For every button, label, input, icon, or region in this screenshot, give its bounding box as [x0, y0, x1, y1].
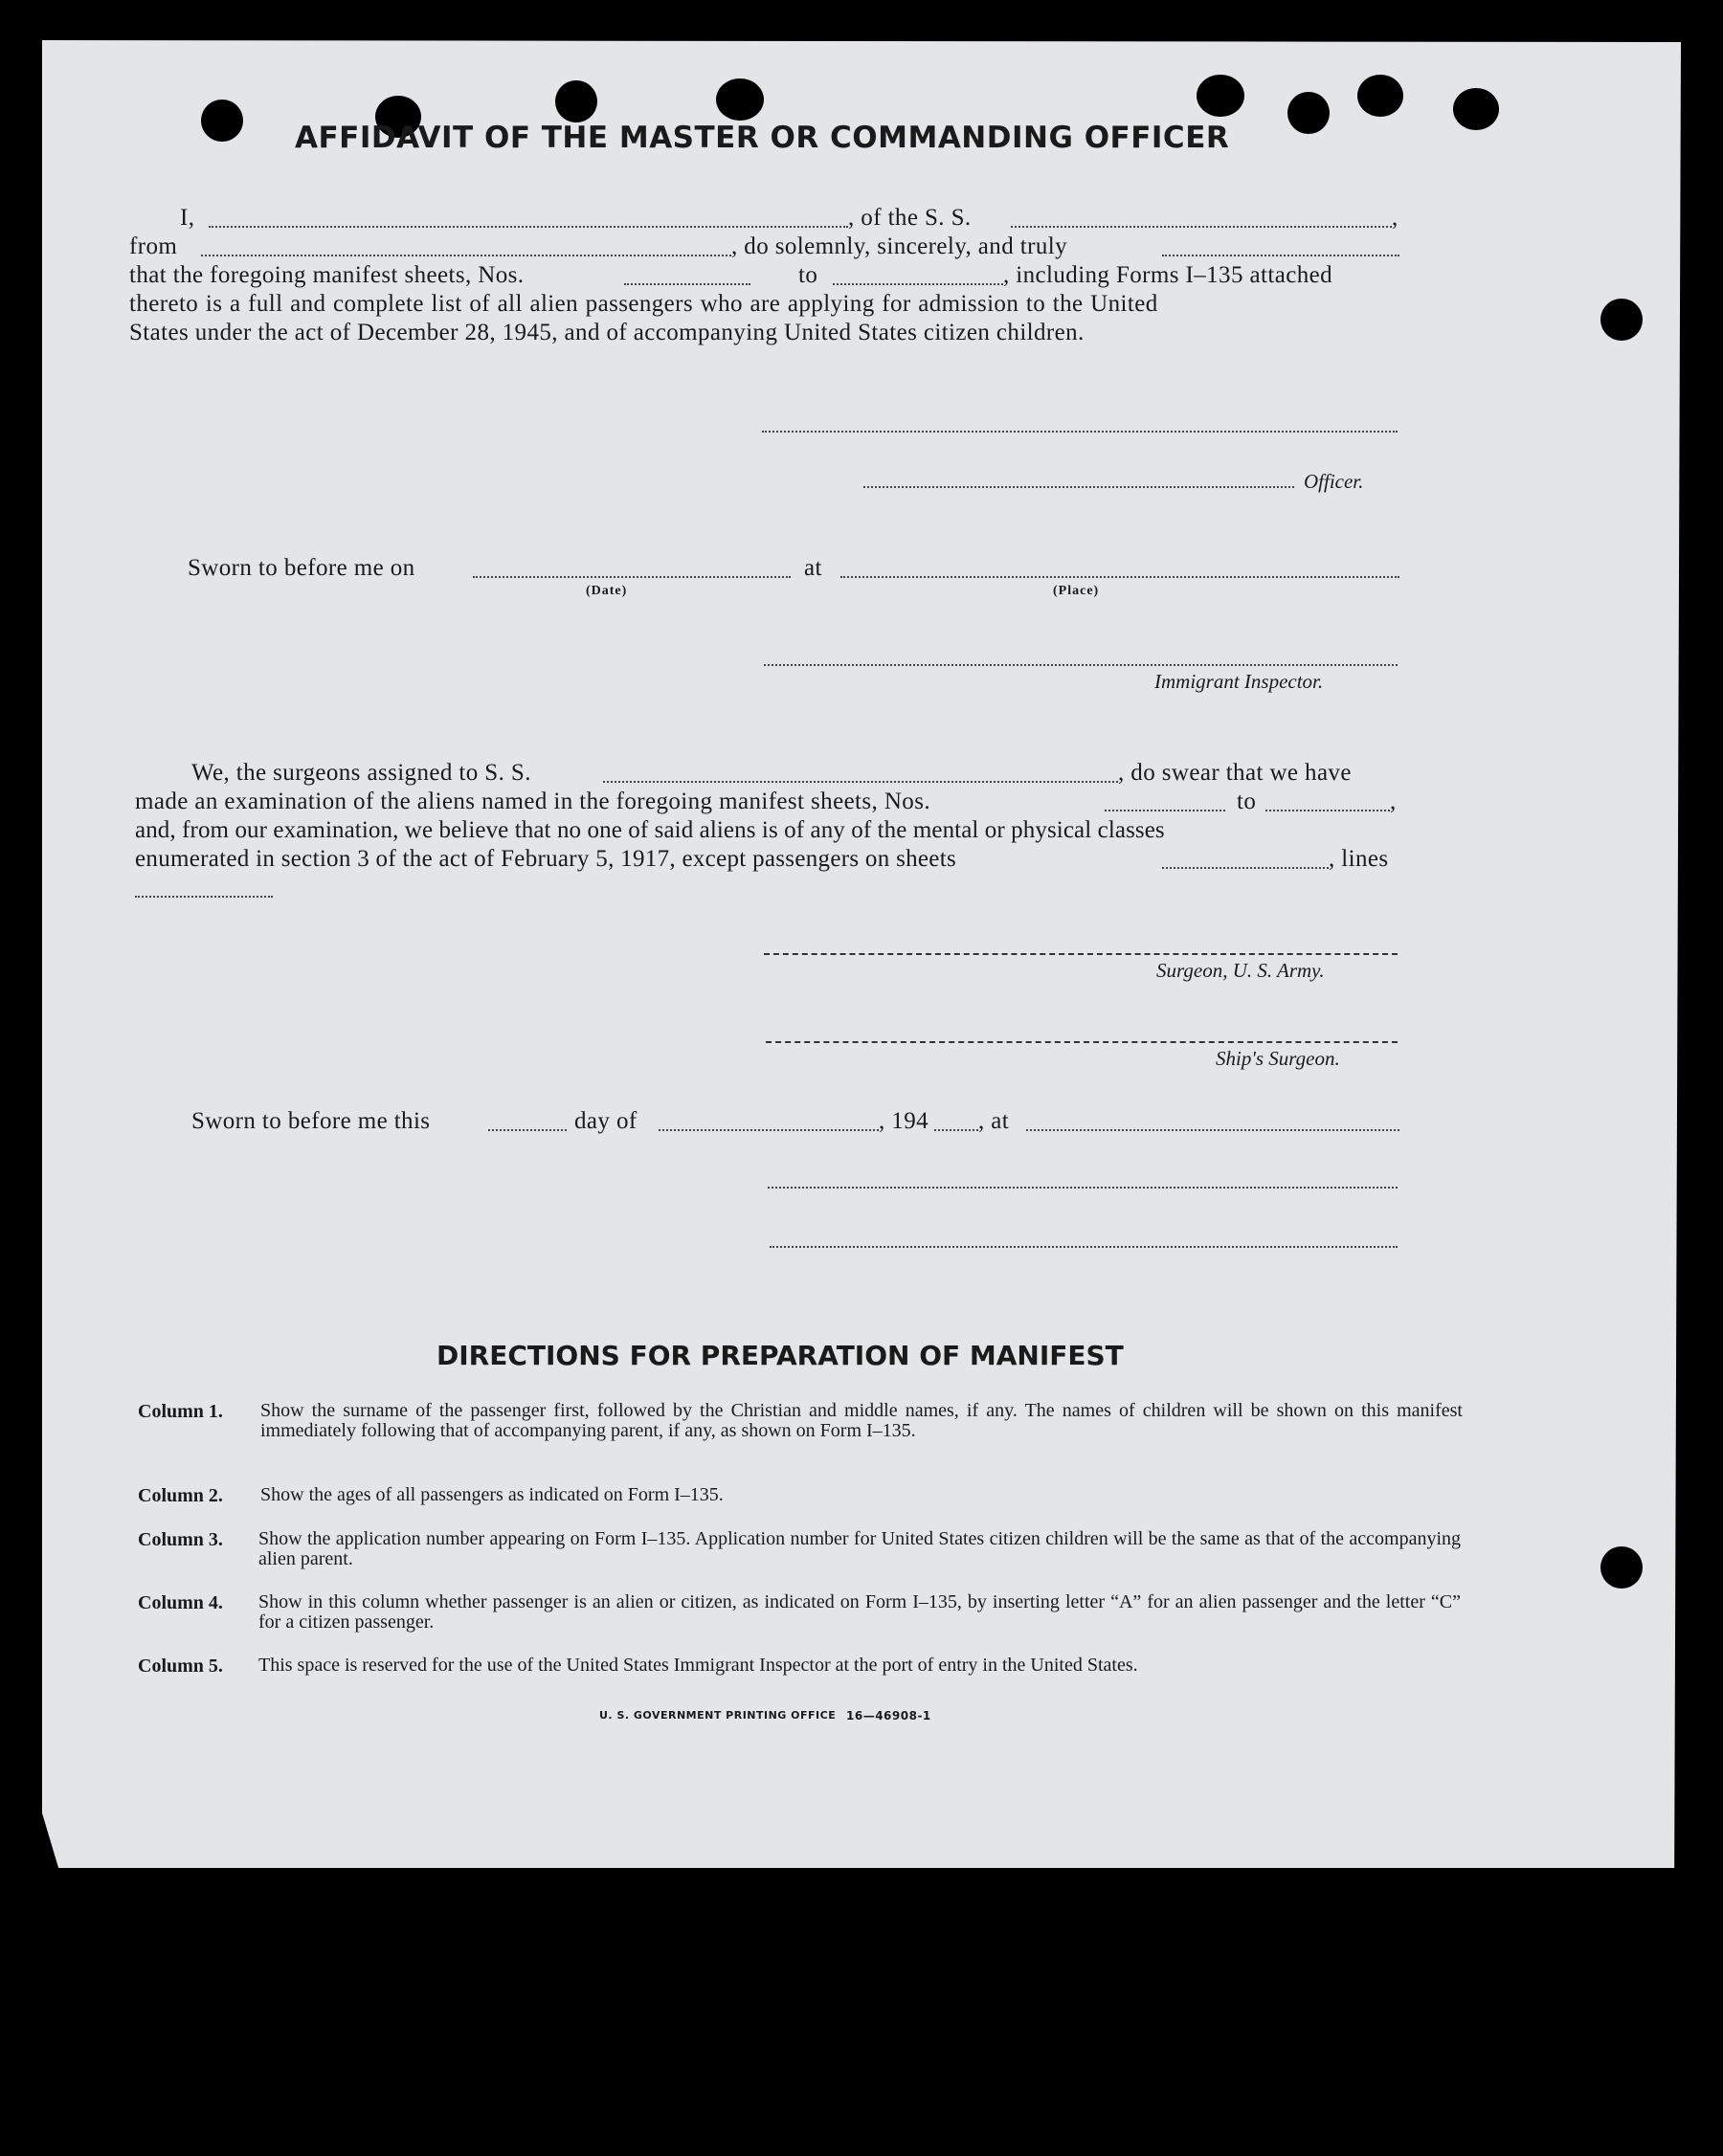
- ships-surgeon-signature-line[interactable]: [766, 1041, 1398, 1043]
- surgeons-line-3: and, from our examination, we believe that no one of said aliens is of any of the mental or physical classes: [135, 817, 1165, 843]
- column-1-text: Show the surname of the passenger first, followed by the Christian and middle names, if any. The names of children will be shown on this manifest immediately following that of accompanying parent, if any, as shown on Form I–135.: [260, 1400, 1463, 1441]
- master-line-5: States under the act of December 28, 1945, and of accompanying United States citizen children.: [129, 320, 1085, 345]
- army-surgeon-label: Surgeon, U. S. Army.: [1156, 959, 1325, 982]
- army-surgeon-signature-line[interactable]: [764, 953, 1398, 955]
- punch-hole: [1197, 75, 1244, 117]
- name-blank[interactable]: [209, 226, 848, 228]
- surgeons-line-4-prefix: enumerated in section 3 of the act of February 5, 1917, except passengers on sheets: [135, 846, 956, 872]
- master-line-4: thereto is a full and complete list of all alien passengers who are applying for admission to the United: [129, 291, 1158, 317]
- surgeons-line-2-prefix: made an examination of the aliens named in the foregoing manifest sheets, Nos.: [135, 789, 930, 814]
- punch-hole: [1600, 1546, 1643, 1589]
- sworn-date-prefix: Sworn to before me on: [188, 555, 415, 581]
- punch-hole: [716, 78, 764, 121]
- sworn-at: at: [804, 555, 822, 581]
- day-blank[interactable]: [488, 1129, 567, 1131]
- sheet-to-blank[interactable]: [833, 283, 1003, 285]
- month-blank[interactable]: [659, 1129, 879, 1131]
- sworn-at-2: , at: [978, 1108, 1010, 1134]
- column-3-label: Column 3.: [138, 1529, 223, 1550]
- surgeons-line-1-swear: , do swear that we have: [1118, 760, 1352, 786]
- date-blank[interactable]: [473, 576, 791, 578]
- punch-hole: [1453, 88, 1499, 130]
- column-4-text: Show in this column whether passenger is an alien or citizen, as indicated on Form I–135, by inserting letter “A” for an alien passenger and the letter “C” for a citizen passenger.: [258, 1591, 1461, 1633]
- master-line-1-end: ,: [1392, 205, 1399, 231]
- surgeon-ship-blank[interactable]: [603, 781, 1118, 783]
- column-5-text: This space is reserved for the use of the United States Immigrant Inspector at the port of entry in the United States.: [258, 1655, 1138, 1676]
- punch-hole: [1287, 92, 1330, 134]
- master-line-2-prefix: from: [129, 233, 178, 259]
- place-blank[interactable]: [840, 576, 1399, 578]
- exception-sheets-blank[interactable]: [1162, 867, 1329, 869]
- officer-signature-line[interactable]: [863, 486, 1294, 488]
- officer-label: Officer.: [1304, 470, 1364, 493]
- page-title: AFFIDAVIT OF THE MASTER OR COMMANDING OFFICER: [295, 121, 1230, 155]
- oath-blank[interactable]: [1162, 255, 1399, 256]
- surgeons-line-2-end: ,: [1390, 789, 1397, 814]
- form-code: 16—46908-1: [846, 1709, 931, 1723]
- surgeons-line-1-prefix: We, the surgeons assigned to S. S.: [191, 760, 531, 786]
- master-line-1-ship: , of the S. S.: [848, 205, 972, 231]
- column-1-label: Column 1.: [138, 1401, 223, 1422]
- sworn-place-blank[interactable]: [1026, 1129, 1399, 1131]
- sworn-year: , 194: [879, 1108, 929, 1134]
- surgeon-sheet-from-blank[interactable]: [1105, 810, 1225, 811]
- ships-surgeon-label: Ship's Surgeon.: [1216, 1047, 1340, 1070]
- punch-hole: [201, 100, 243, 142]
- master-line-2-oath: , do solemnly, sincerely, and truly: [731, 233, 1067, 259]
- year-blank[interactable]: [934, 1129, 978, 1131]
- printer-imprint: U. S. GOVERNMENT PRINTING OFFICE: [599, 1709, 837, 1722]
- sworn-day-of: day of: [574, 1108, 638, 1134]
- column-5-label: Column 5.: [138, 1656, 223, 1677]
- master-signature-line[interactable]: [762, 431, 1398, 433]
- inspector-signature-line[interactable]: [764, 664, 1398, 666]
- punch-hole: [1357, 75, 1403, 117]
- punch-hole: [555, 80, 597, 122]
- column-4-label: Column 4.: [138, 1592, 223, 1613]
- date-caption: (Date): [586, 584, 628, 598]
- surgeons-line-2-to: to: [1237, 789, 1257, 814]
- sheet-from-blank[interactable]: [624, 283, 750, 285]
- sworn-signature-line-2[interactable]: [770, 1246, 1398, 1248]
- surgeons-line-4-lines: , lines: [1329, 846, 1389, 872]
- surgeon-sheet-to-blank[interactable]: [1265, 810, 1390, 811]
- column-2-label: Column 2.: [138, 1485, 223, 1506]
- master-line-3-forms: , including Forms I–135 attached: [1003, 262, 1332, 288]
- sworn-signature-line-1[interactable]: [768, 1187, 1398, 1189]
- column-3-text: Show the application number appearing on Form I–135. Application number for United States citizen children will be the same as that of the accompanying alien parent.: [258, 1528, 1461, 1569]
- directions-title: DIRECTIONS FOR PREPARATION OF MANIFEST: [436, 1340, 1124, 1371]
- exception-lines-blank[interactable]: [135, 896, 273, 898]
- ship-name-blank[interactable]: [1011, 226, 1392, 228]
- inspector-label: Immigrant Inspector.: [1154, 670, 1324, 693]
- column-2-text: Show the ages of all passengers as indicated on Form I–135.: [260, 1484, 724, 1505]
- from-port-blank[interactable]: [201, 255, 731, 256]
- punch-hole: [1600, 299, 1643, 341]
- place-caption: (Place): [1053, 584, 1100, 598]
- master-line-3-prefix: that the foregoing manifest sheets, Nos.: [129, 262, 525, 288]
- master-line-3-to: to: [798, 262, 818, 288]
- sworn-day-prefix: Sworn to before me this: [191, 1108, 431, 1134]
- master-line-1-prefix: I,: [180, 205, 195, 231]
